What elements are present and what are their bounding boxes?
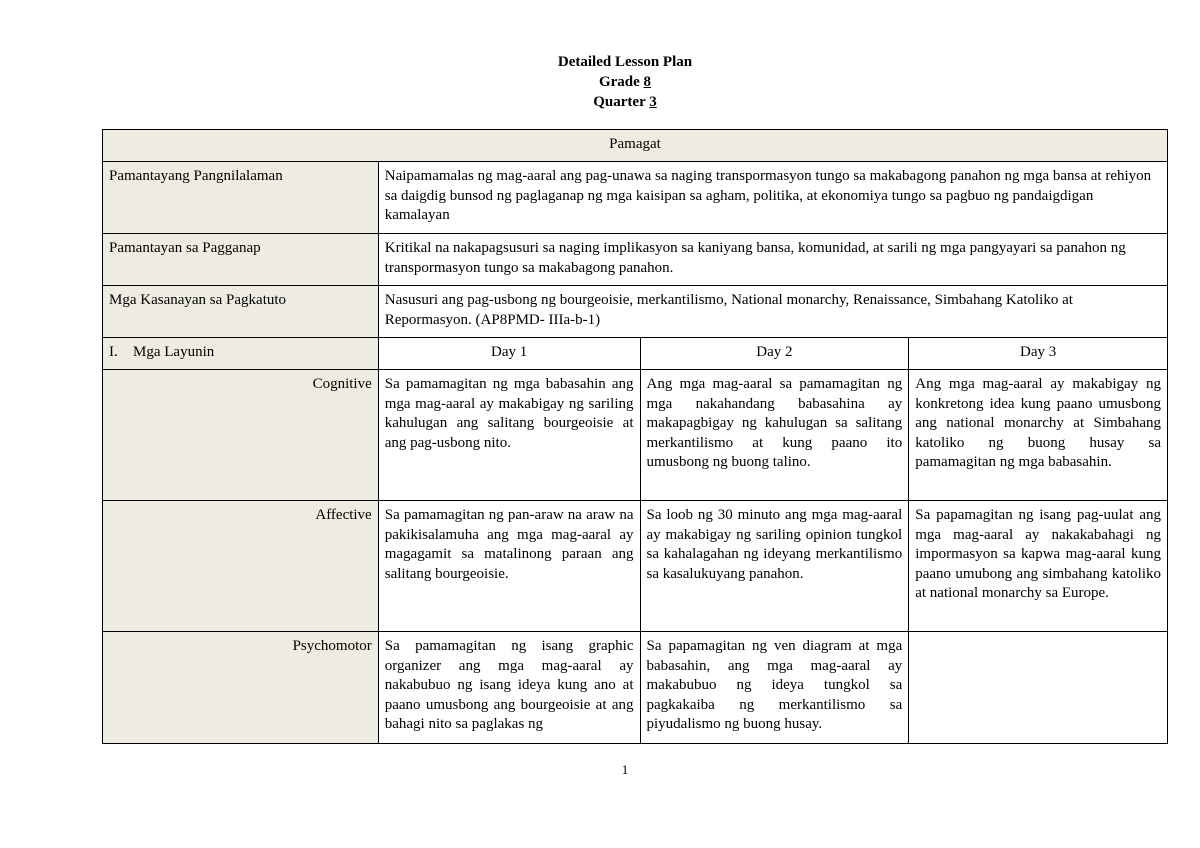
row-content: Naipamamalas ng mag-aaral ang pag-unawa sa naging transpormasyon tungo sa makabagong panahon ng mga bansa at rehiyon sa daigdig bunsod ng paglaganap ng mga kaisipan sa agham, politika, at ekonomiya tungo sa pagbuo ng pandaigdigan kamalayan bbox=[378, 162, 1167, 234]
layunin-numeral: I. bbox=[109, 344, 118, 360]
domain-cell: Ang mga mag-aaral ay makabigay ng konkretong idea kung paano umusbong ang national monarchy at Simbahang katoliko ng buong husay sa pamamagitan ng mga babasahin. bbox=[909, 370, 1168, 501]
row-label: Mga Kasanayan sa Pagkatuto bbox=[103, 286, 379, 338]
lesson-plan-table bbox=[102, 129, 1168, 744]
grade-label: Grade bbox=[598, 74, 644, 90]
table-row bbox=[103, 286, 1168, 338]
domain-cell: Sa pamamagitan ng pan-araw na araw na pakikisalamuha ang mga mag-aaral ay magagamit sa matalinong paraan ang salitang bourgeoisie. bbox=[378, 501, 640, 632]
domain-row-psychomotor bbox=[103, 632, 1168, 744]
domain-label: Cognitive bbox=[103, 370, 379, 501]
quarter-label: Quarter bbox=[593, 94, 650, 110]
pamagat-row bbox=[103, 130, 1168, 162]
quarter-line bbox=[0, 92, 1200, 112]
grade-value: 8 bbox=[643, 74, 652, 90]
table-row bbox=[103, 234, 1168, 286]
document-title: Detailed Lesson Plan bbox=[557, 54, 693, 70]
domain-label: Affective bbox=[103, 501, 379, 632]
domain-row-affective bbox=[103, 501, 1168, 632]
day-header: Day 3 bbox=[909, 338, 1168, 370]
domain-cell: Sa pamamagitan ng isang graphic organizer ang mga mag-aaral ay nakabubuo ng isang ideya kung ano at paano umusbong ang bourgeoisie at ang bahagi nito sa paglakas ng bbox=[378, 632, 640, 744]
domain-label: Psychomotor bbox=[103, 632, 379, 744]
document-heading bbox=[0, 52, 1200, 112]
table-row bbox=[103, 162, 1168, 234]
domain-cell: Sa papamagitan ng ven diagram at mga babasahin, ang mga mag-aaral ay makabubuo ng ideya tungkol sa pagkakaiba ng merkantilismo sa piyudalismo ng buong husay. bbox=[640, 632, 909, 744]
row-label: Pamantayang Pangnilalaman bbox=[103, 162, 379, 234]
layunin-label: Mga Layunin bbox=[133, 344, 215, 360]
layunin-row bbox=[103, 338, 1168, 370]
pamagat-cell: Pamagat bbox=[103, 130, 1168, 162]
domain-row-cognitive bbox=[103, 370, 1168, 501]
page-number: 1 bbox=[621, 762, 629, 777]
domain-cell: Sa pamamagitan ng mga babasahin ang mga mag-aaral ay makabigay ng sariling kahulugan ang salitang bourgeoisie at ang pag-usbong nito. bbox=[378, 370, 640, 501]
day-header: Day 2 bbox=[640, 338, 909, 370]
grade-line bbox=[0, 72, 1200, 92]
row-content: Kritikal na nakapagsusuri sa naging implikasyon sa kaniyang bansa, komunidad, at sarili ng mga pangyayari sa panahon ng transpormasyon tungo sa makabagong panahon. bbox=[378, 234, 1167, 286]
row-label: Pamantayan sa Pagganap bbox=[103, 234, 379, 286]
domain-cell: Sa loob ng 30 minuto ang mga mag-aaral ay makabigay ng sariling opinion tungkol sa kahalagahan ng ideyang merkantilismo sa kasalukuyang panahon. bbox=[640, 501, 909, 632]
day-header: Day 1 bbox=[378, 338, 640, 370]
quarter-value: 3 bbox=[649, 94, 657, 110]
domain-cell: Sa papamagitan ng isang pag-uulat ang mga mag-aaral ay nakakabahagi ng impormasyon sa kapwa mag-aaral kung paano umubong ang simbahang katoliko at national monarchy sa Europe. bbox=[909, 501, 1168, 632]
layunin-label-cell bbox=[103, 338, 379, 370]
row-content: Nasusuri ang pag-usbong ng bourgeoisie, merkantilismo, National monarchy, Renaissance, Simbahang Katoliko at Repormasyon. (AP8PMD- IIIa-b-1) bbox=[378, 286, 1167, 338]
domain-cell bbox=[909, 632, 1168, 744]
domain-cell: Ang mga mag-aaral sa pamamagitan ng mga nakahandang babasahina ay makapagbigay ng kahulugan sa salitang merkantilismo at kung paano ito umusbong ng buong talino. bbox=[640, 370, 909, 501]
